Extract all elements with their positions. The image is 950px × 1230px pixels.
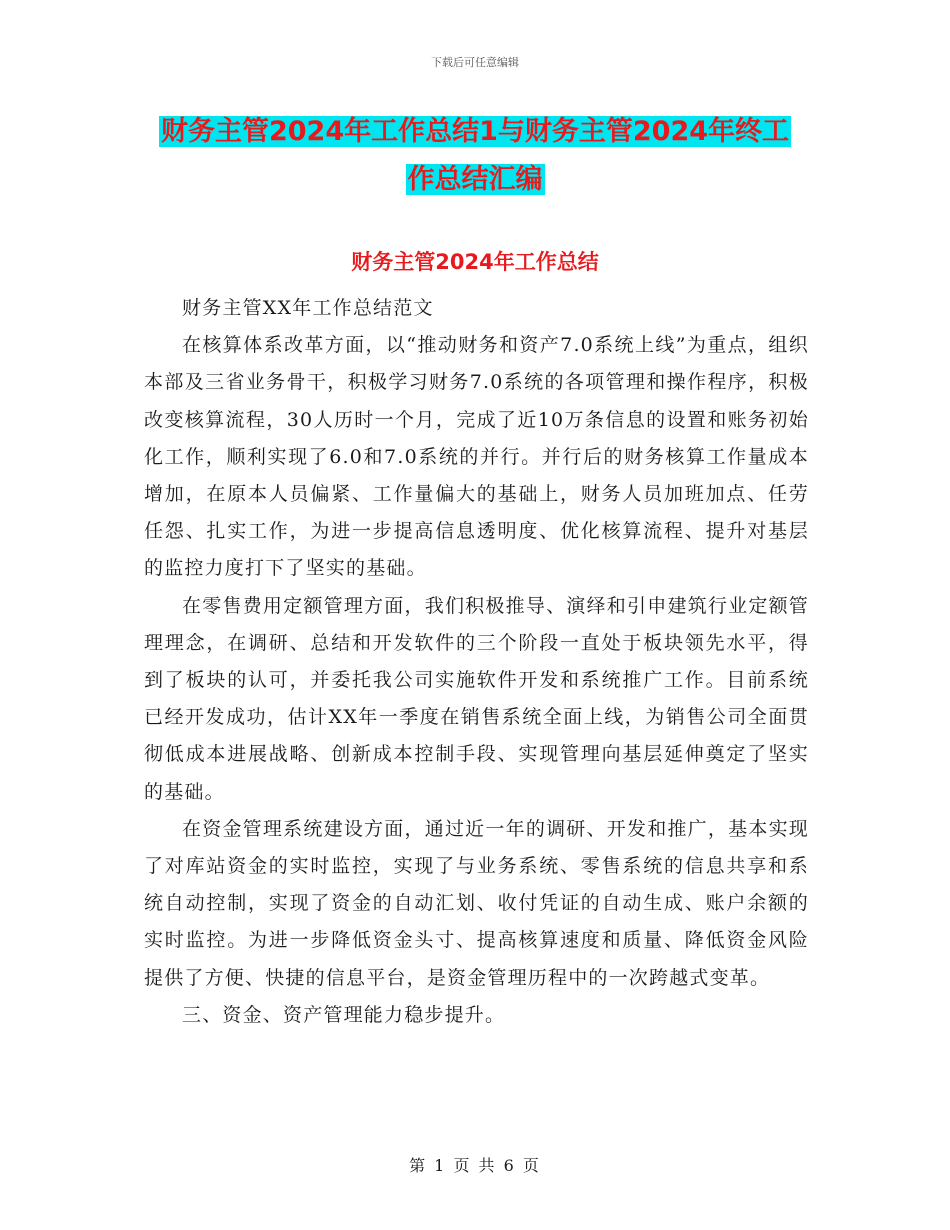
page-footer: 第 1 页 共 6 页 — [409, 1156, 541, 1175]
paragraph-accounting-reform: 在核算体系改革方面，以“推动财务和资产7.0系统上线”为重点，组织本部及三省业务骨干，积极学习财务7.0系统的各项管理和操作程序，积极改变核算流程，30人历时一个月，完成了近10万条信息的设置和账务初始化工作，顺利实现了6.0和7.0系统的并行。并行后的财务核算工作量成本增加，在原本人员偏紧、工作量偏大的基础上，财务人员加班加点、任劳任怨、扎实工作，为进一步提高信息透明度、优化核算流程、提升对基层的监控力度打下了坚实的基础。 — [144, 334, 809, 580]
page-header: 下载后可任意编辑 — [431, 56, 519, 69]
document-body — [144, 290, 809, 1034]
paragraph-subtitle: 财务主管XX年工作总结范文 — [182, 297, 434, 319]
paragraph-section-three: 三、资金、资产管理能力稳步提升。 — [182, 1003, 506, 1026]
section-title: 财务主管2024年工作总结 — [351, 250, 599, 274]
paragraph-retail-quota: 在零售费用定额管理方面，我们积极推导、演绎和引申建筑行业定额管理理念，在调研、总结和开发软件的三个阶段一直处于板块领先水平，得到了板块的认可，并委托我公司实施软件开发和系统推广工作。目前系统已经开发成功，估计XX年一季度在销售系统全面上线，为销售公司全面贯彻低成本进展战略、创新成本控制手段、实现管理向基层延伸奠定了坚实的基础。 — [144, 594, 809, 803]
paragraph-fund-management: 在资金管理系统建设方面，通过近一年的调研、开发和推广，基本实现了对库站资金的实时监控，实现了与业务系统、零售系统的信息共享和系统自动控制，实现了资金的自动汇划、收付凭证的自动生成、账户余额的实时监控。为进一步降低资金头寸、提高核算速度和质量、降低资金风险提供了方便、快捷的信息平台，是资金管理历程中的一次跨越式变革。 — [144, 817, 809, 989]
document-title-line-2: 作总结汇编 — [407, 164, 543, 195]
document-title-line-1: 财务主管2024年工作总结1与财务主管2024年终工 — [160, 116, 790, 147]
document-title — [150, 108, 800, 204]
